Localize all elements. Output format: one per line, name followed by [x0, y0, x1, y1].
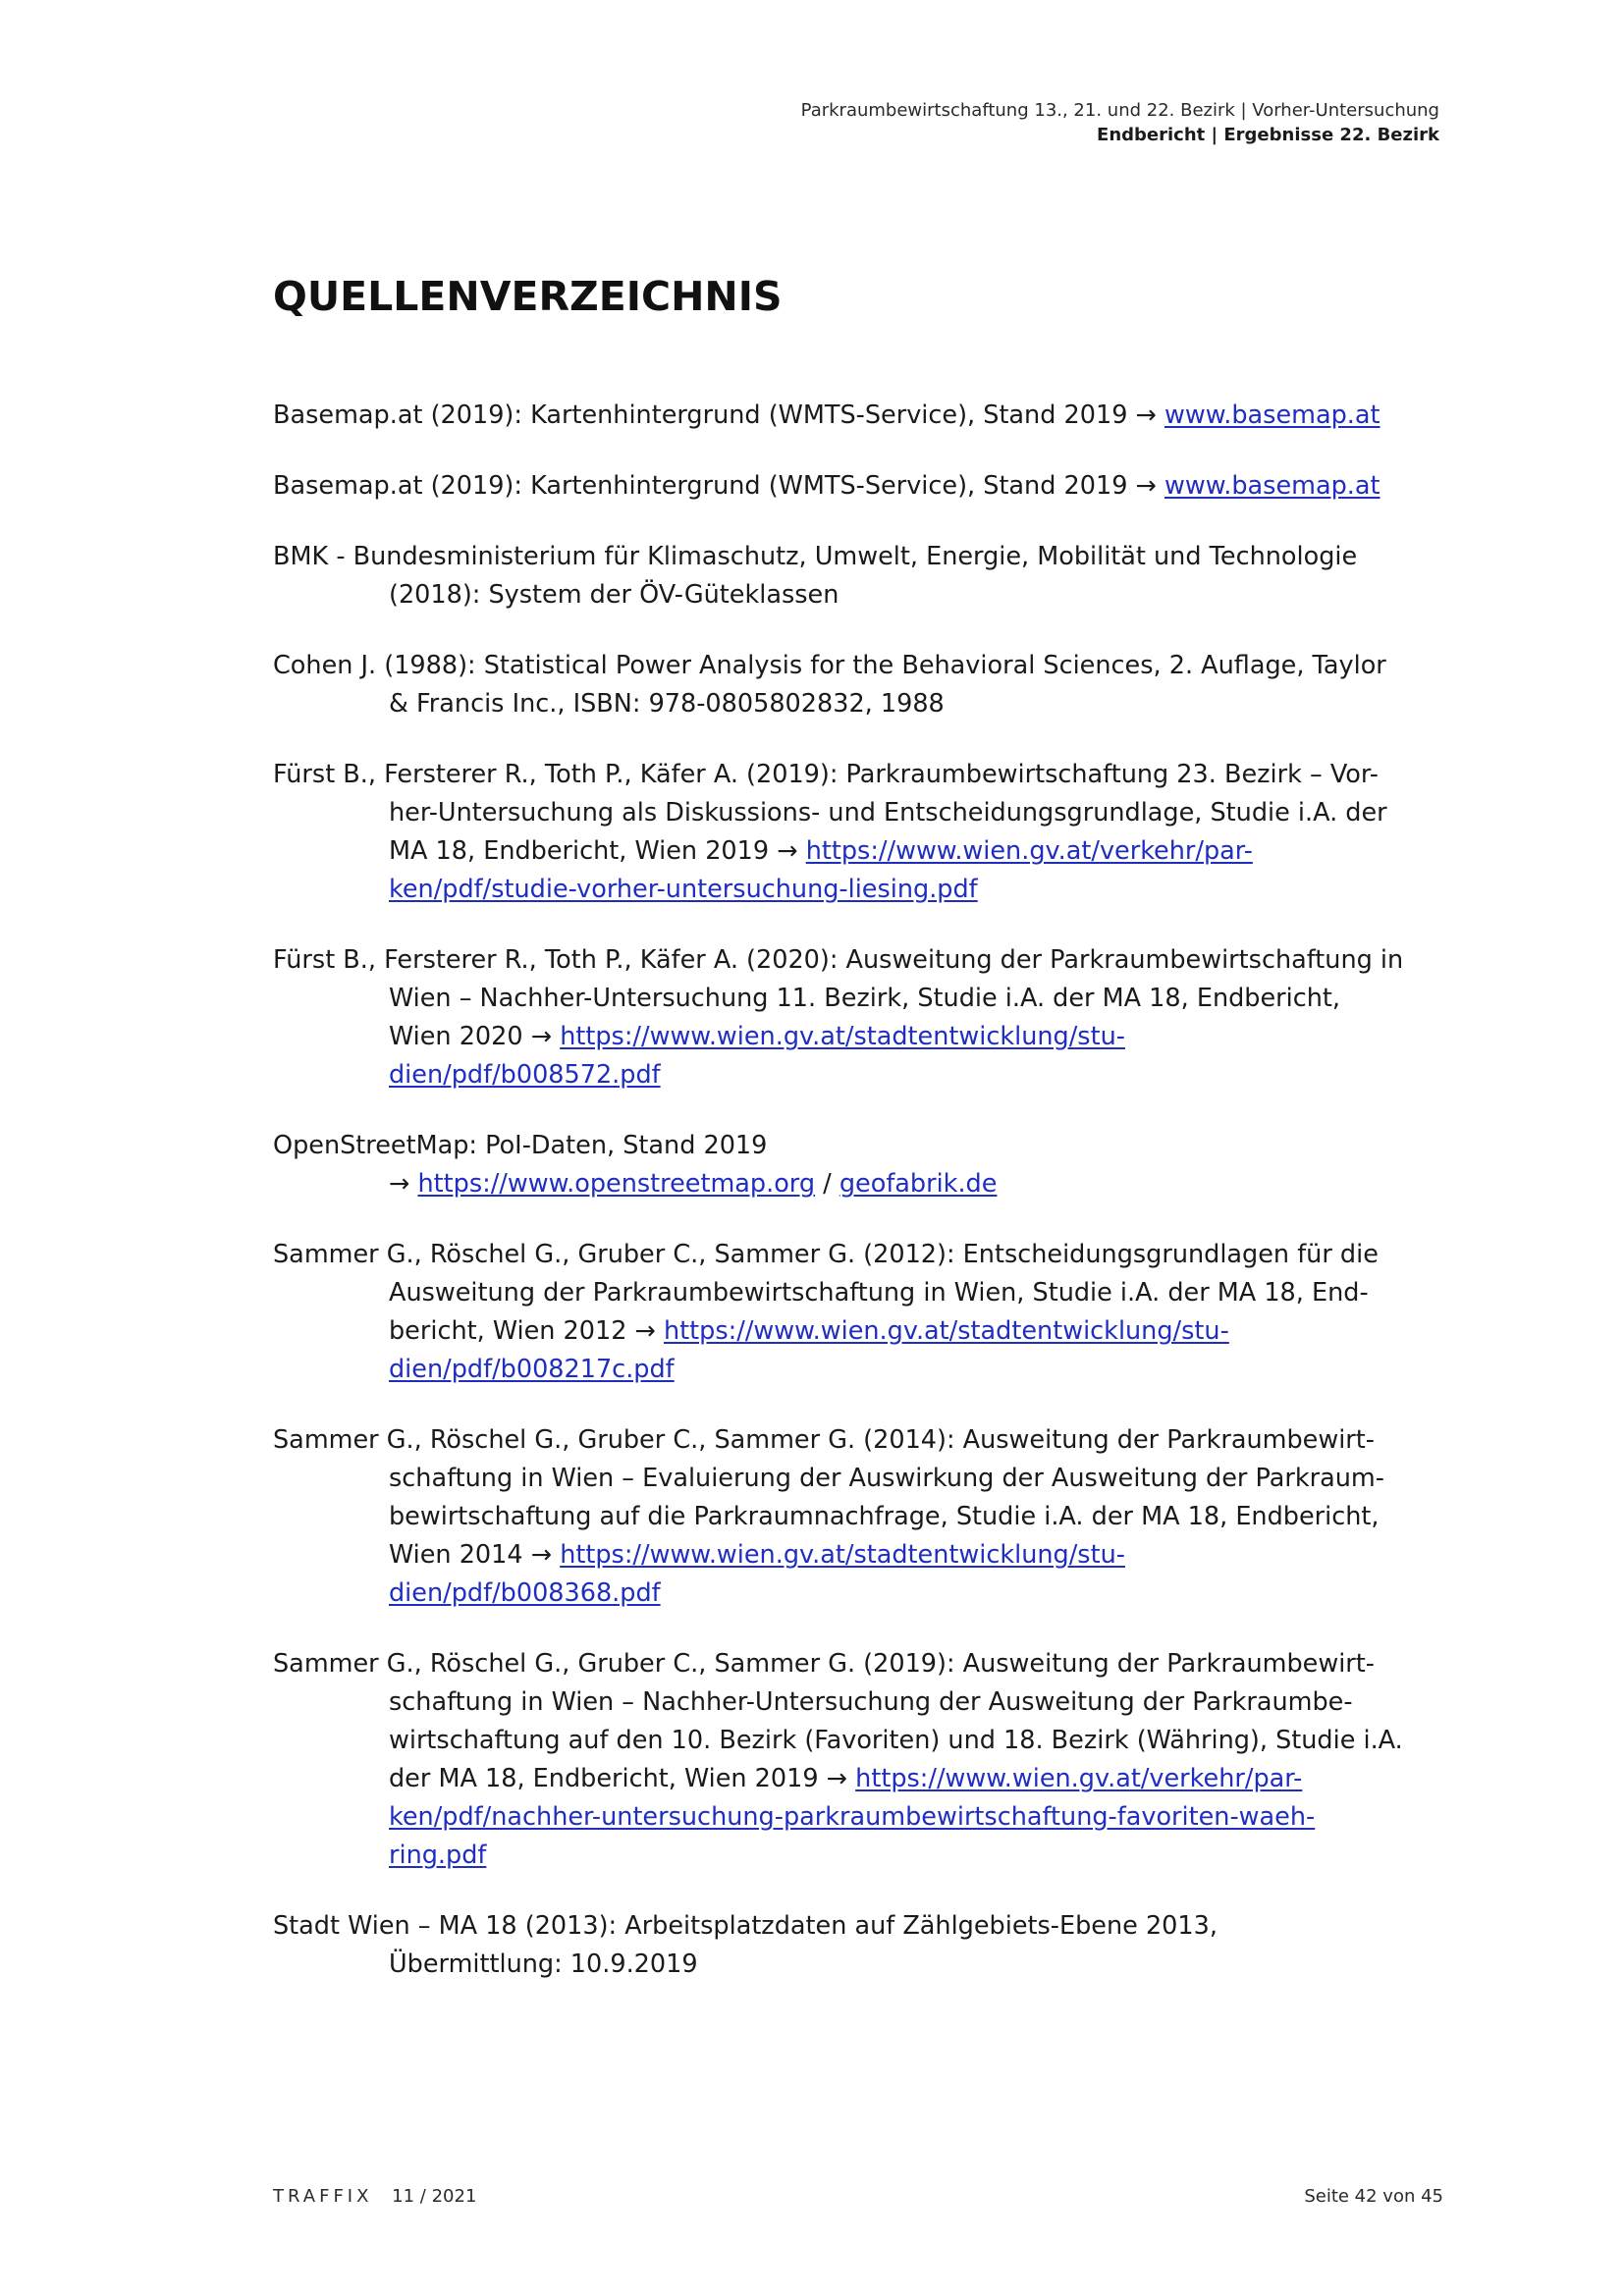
- reference-text: Sammer G., Röschel G., Gruber C., Sammer G. (2019): Ausweitung der Parkraumbewirt- schaftung in Wien – Nachher-Untersuchung der Ausweitung der Parkraumbe- wirtschaftung auf den 10. Bezirk (Favoriten) und 18. Bezirk (Währing), Studie i.A. der MA 18, Endbericht, Wien 2019: [273, 1649, 1403, 1793]
- reference-text: BMK - Bundesministerium für Klimaschutz, Umwelt, Energie, Mobilität und Technologie (2018): System der ÖV-Güteklassen: [273, 542, 1358, 610]
- header-section-title: Endbericht | Ergebnisse 22. Bezirk: [1097, 125, 1439, 145]
- reference-entry: [273, 1421, 1441, 1613]
- footer-date: 11 / 2021: [392, 2186, 477, 2207]
- reference-link[interactable]: www.basemap.at: [1164, 471, 1380, 501]
- reference-entry: [273, 1645, 1441, 1875]
- reference-link[interactable]: https://www.wien.gv.at/verkehr/par- ken/pdf/nachher-untersuchung-parkraumbewirtschaftung-favoriten-waeh- ring.pdf: [389, 1764, 1316, 1870]
- reference-text: Fürst B., Fersterer R., Toth P., Käfer A. (2019): Parkraumbewirtschaftung 23. Bezirk – Vor- her-Untersuchung als Diskussions- und Entscheidungsgrundlage, Studie i.A. der MA 18, Endbericht, Wien 2019: [273, 760, 1387, 866]
- reference-entry: [273, 1907, 1441, 1984]
- page-header: [801, 98, 1439, 147]
- reference-text: Basemap.at (2019): Kartenhintergrund (WMTS-Service), Stand 2019: [273, 471, 1136, 501]
- reference-text: Cohen J. (1988): Statistical Power Analysis for the Behavioral Sciences, 2. Auflage, Taylor & Francis Inc., ISBN: 978-0805802832, 1988: [273, 651, 1386, 719]
- arrow-right-icon: →: [530, 1022, 553, 1051]
- reference-entry: [273, 1127, 1441, 1203]
- arrow-right-icon: →: [826, 1764, 848, 1793]
- reference-list: [273, 397, 1441, 2016]
- page-title: QUELLENVERZEICHNIS: [273, 273, 783, 320]
- reference-link[interactable]: https://www.wien.gv.at/stadtentwicklung/stu- dien/pdf/b008217c.pdf: [389, 1316, 1229, 1384]
- reference-text: Sammer G., Röschel G., Gruber C., Sammer G. (2014): Ausweitung der Parkraumbewirt- schaftung in Wien – Evaluierung der Auswirkung der Ausweitung der Parkraum- bewirtschaftung auf die Parkraumnachfrage, Studie i.A. der MA 18, Endbericht, Wien 2014: [273, 1425, 1384, 1570]
- reference-entry: [273, 941, 1441, 1095]
- arrow-right-icon: →: [530, 1540, 553, 1570]
- arrow-right-icon: →: [389, 1169, 410, 1199]
- footer-page-number: Seite 42 von 45: [1304, 2186, 1443, 2207]
- reference-entry: [273, 1236, 1441, 1389]
- arrow-right-icon: →: [634, 1316, 656, 1346]
- reference-link[interactable]: https://www.wien.gv.at/verkehr/par- ken/pdf/studie-vorher-untersuchung-liesing.pdf: [389, 836, 1253, 904]
- reference-link[interactable]: https://www.openstreetmap.org: [417, 1169, 816, 1199]
- footer-left: [273, 2186, 476, 2207]
- reference-text: OpenStreetMap: PoI-Daten, Stand 2019: [273, 1131, 768, 1160]
- reference-entry: [273, 647, 1441, 723]
- reference-link[interactable]: www.basemap.at: [1164, 400, 1380, 430]
- reference-entry: [273, 467, 1441, 506]
- link-separator: /: [815, 1169, 839, 1199]
- reference-link-secondary[interactable]: geofabrik.de: [839, 1169, 998, 1199]
- reference-text: Fürst B., Fersterer R., Toth P., Käfer A. (2020): Ausweitung der Parkraumbewirtschaftung in Wien – Nachher-Untersuchung 11. Bezirk, Studie i.A. der MA 18, Endbericht, Wien 2020: [273, 945, 1404, 1051]
- footer-brand: TRAFFIX: [273, 2186, 373, 2207]
- reference-entry: [273, 538, 1441, 614]
- reference-entry: [273, 756, 1441, 909]
- arrow-right-icon: →: [777, 836, 798, 866]
- reference-text: Basemap.at (2019): Kartenhintergrund (WMTS-Service), Stand 2019: [273, 400, 1136, 430]
- arrow-right-icon: →: [1135, 400, 1157, 430]
- reference-link[interactable]: https://www.wien.gv.at/stadtentwicklung/stu- dien/pdf/b008572.pdf: [389, 1022, 1125, 1090]
- reference-text: Sammer G., Röschel G., Gruber C., Sammer G. (2012): Entscheidungsgrundlagen für die Ausweitung der Parkraumbewirtschaftung in Wien, Studie i.A. der MA 18, End- bericht, Wien 2012: [273, 1240, 1379, 1346]
- reference-entry: [273, 397, 1441, 435]
- arrow-right-icon: →: [1135, 471, 1157, 501]
- reference-text: Stadt Wien – MA 18 (2013): Arbeitsplatzdaten auf Zählgebiets-Ebene 2013, Übermittlung: 10.9.2019: [273, 1911, 1218, 1979]
- reference-link[interactable]: https://www.wien.gv.at/stadtentwicklung/stu- dien/pdf/b008368.pdf: [389, 1540, 1125, 1608]
- header-document-title: Parkraumbewirtschaftung 13., 21. und 22. Bezirk | Vorher-Untersuchung: [800, 100, 1439, 121]
